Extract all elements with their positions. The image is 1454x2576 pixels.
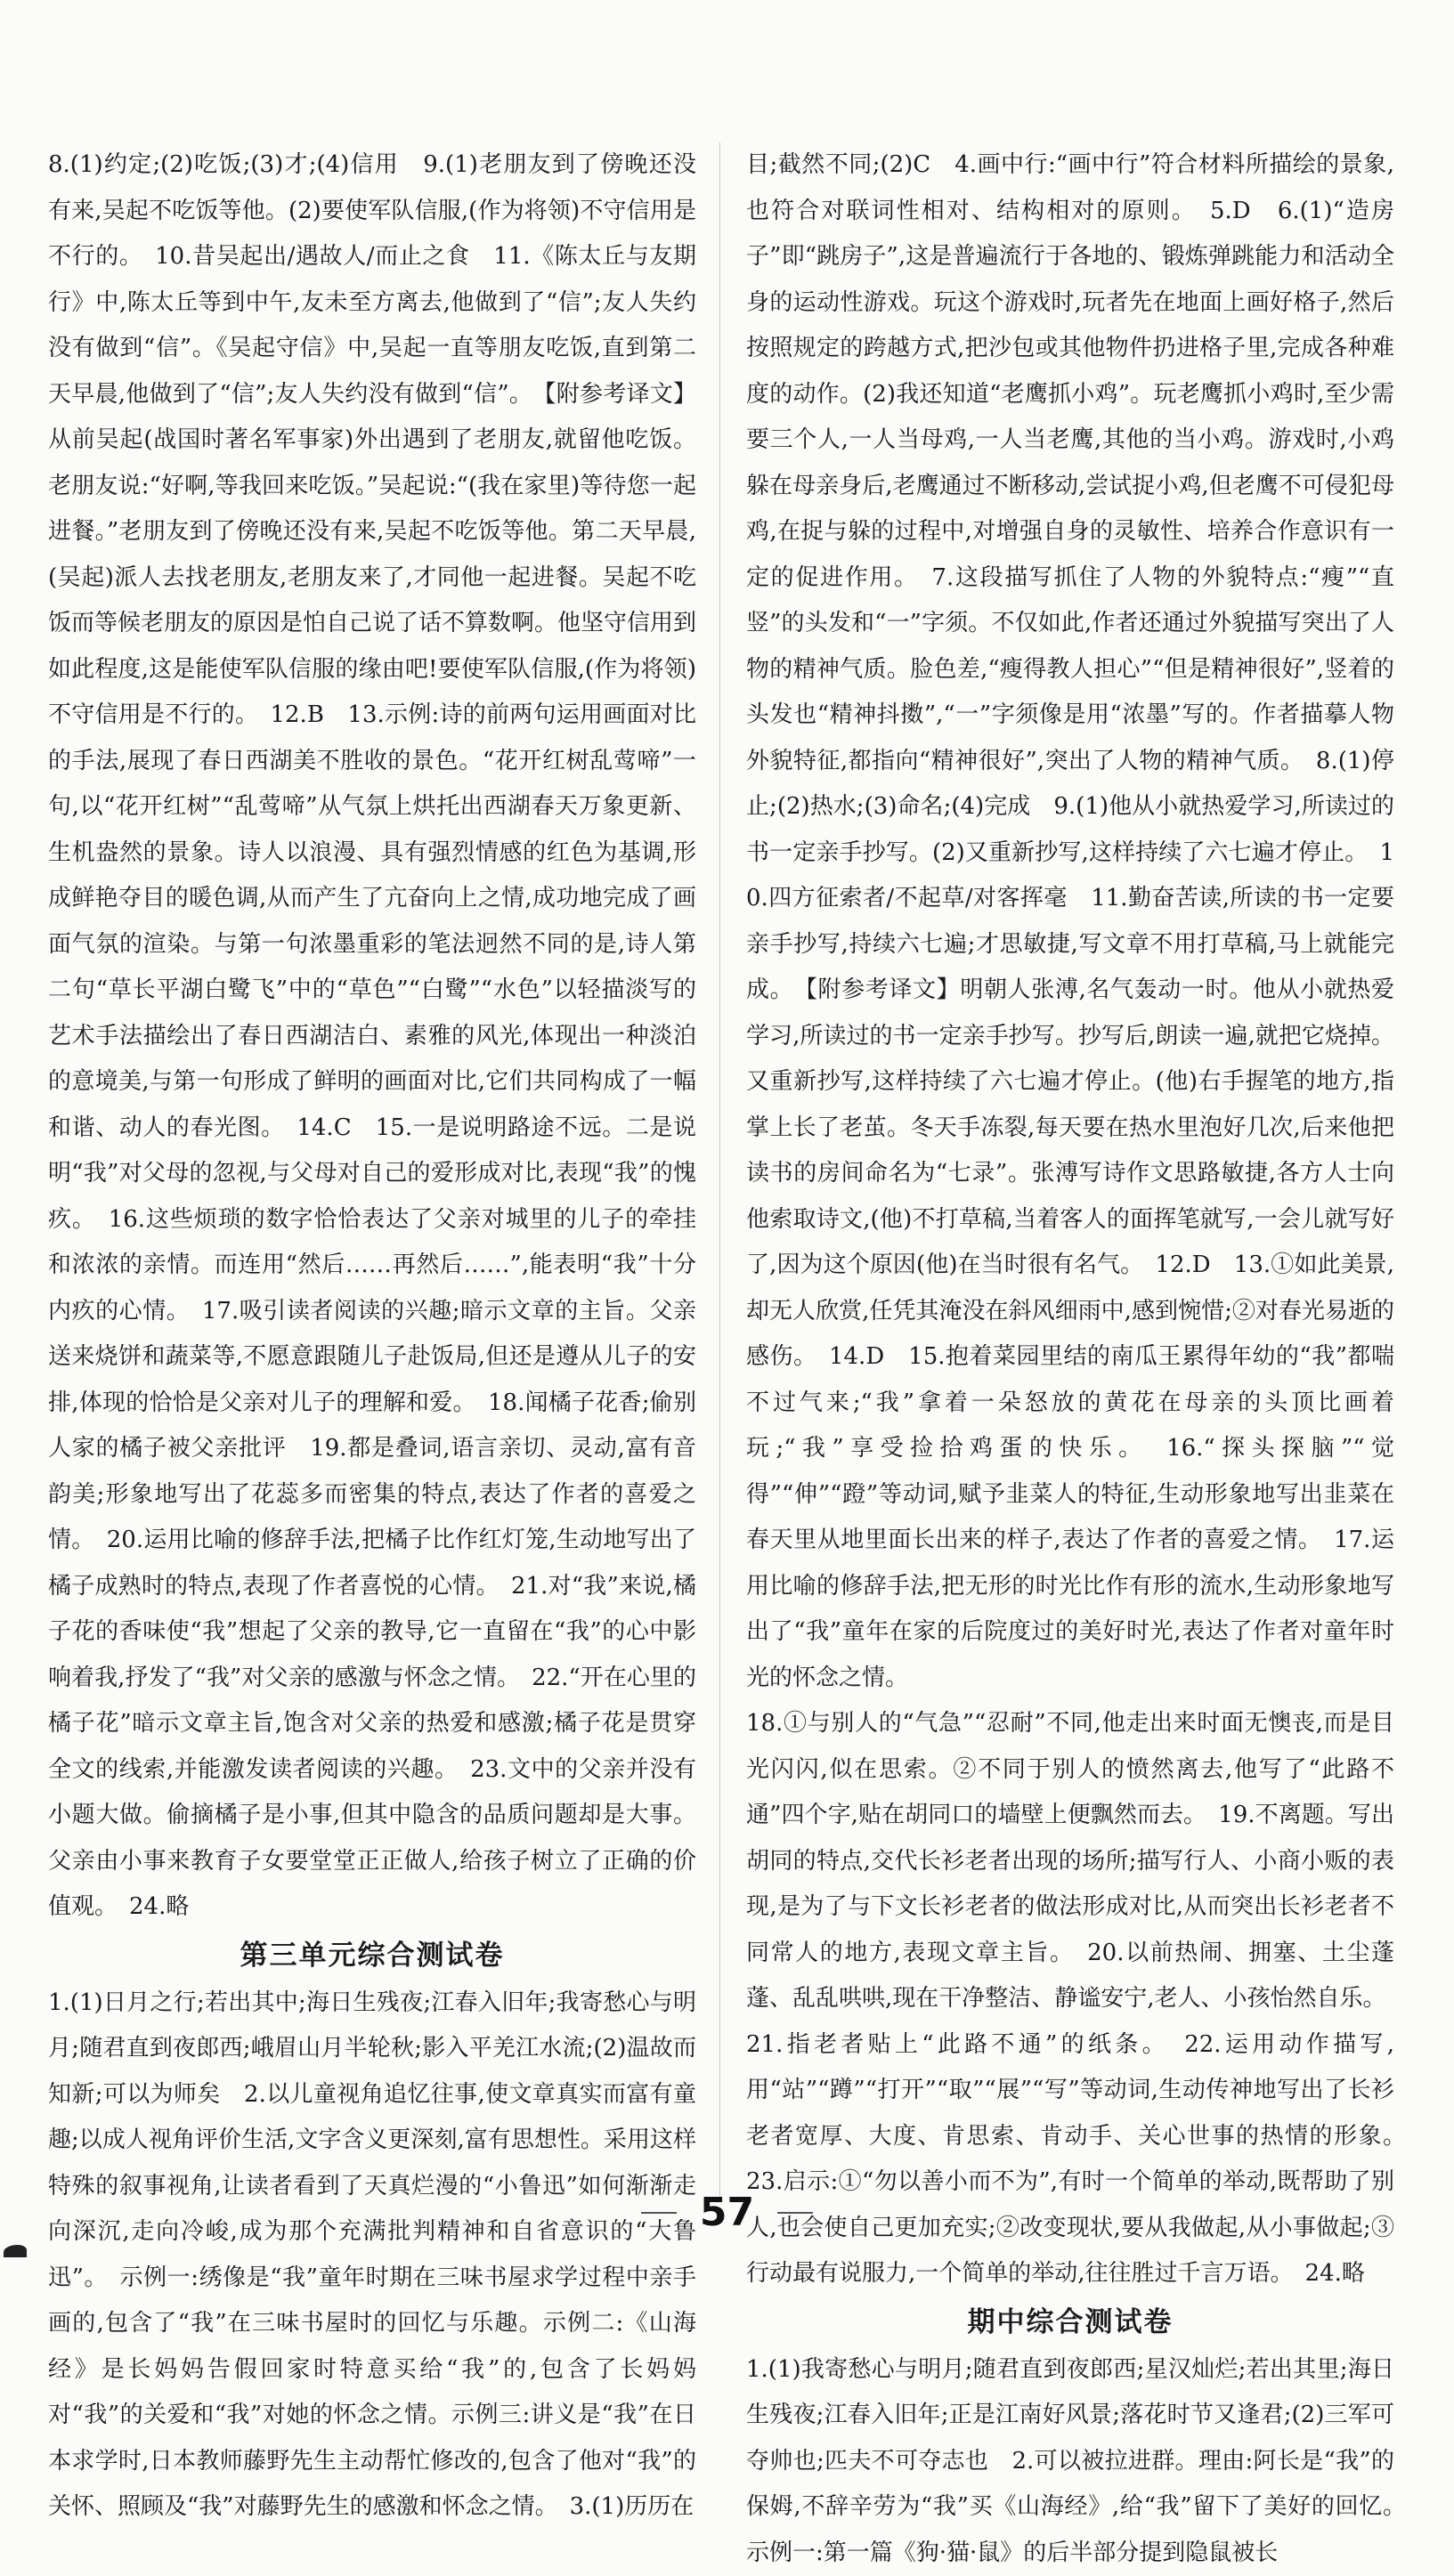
column-divider [719, 142, 720, 2199]
footer-dash-right [777, 2212, 813, 2214]
section-heading: 第三单元综合测试卷 [48, 1931, 696, 1981]
answer-paragraph: 目;截然不同;(2)C 4.画中行:“画中行”符合材料所描绘的景象,也符合对联词性相对、结构相对的原则。 5.D 6.(1)“造房子”即“跳房子”,这是普遍流行于各地的、锻炼弹跳能力和活动全身的运动性游戏。玩这个游戏时,玩者先在地面上画好格子,然后按照规定的跨越方式,把沙包或其他物件扔进格子里,完成各种难度的动作。(2)我还知道“老鹰抓小鸡”。玩老鹰抓小鸡时,至少需要三个人,一人当母鸡,一人当老鹰,其他的当小鸡。游戏时,小鸡躲在母亲身后,老鹰通过不断移动,尝试捉小鸡,但老鹰不可侵犯母鸡,在捉与躲的过程中,对增强自身的灵敏性、培养合作意识有一定的促进作用。 7.这段描写抓住了人物的外貌特点:“瘦”“直竖”的头发和“一”字须。不仅如此,作者还通过外貌描写突出了人物的精神气质。脸色差,“瘦得教人担心”“但是精神很好”,竖着的头发也“精神抖擞”,“一”字须像是用“浓墨”写的。作者描摹人物外貌特征,都指向“精神很好”,突出了人物的精神气质。 8.(1)停止;(2)热水;(3)命名;(4)完成 9.(1)他从小就热爱学习,所读过的书一定亲手抄写。(2)又重新抄写,这样持续了六七遍才停止。 10.四方征索者/不起草/对客挥毫 11.勤奋苦读,所读的书一定要亲手抄写,持续六七遍;才思敏捷,写文章不用打草稿,马上就能完成。 【附参考译文】明朝人张溥,名气轰动一时。他从小就热爱学习,所读过的书一定亲手抄写。抄写后,朗读一遍,就把它烧掉。又重新抄写,这样持续了六七遍才停止。(他)右手握笔的地方,指掌上长了老茧。冬天手冻裂,每天要在热水里泡好几次,后来他把读书的房间命名为“七录”。张溥写诗作文思路敏捷,各方人士向他索取诗文,(他)不打草稿,当着客人的面挥笔就写,一会儿就写好了,因为这个原因(他)在当时很有名气。 12.D 13.①如此美景,却无人欣赏,任凭其淹没在斜风细雨中,感到惋惜;②对春光易逝的感伤。 14.D 15.抱着菜园里结的南瓜王累得年幼的“我”都喘不过气来;“我”拿着一朵怒放的黄花在母亲的头顶比画着玩;“我”享受捡拾鸡蛋的快乐。 16.“探头探脑”“觉得”“伸”“蹬”等动词,赋予韭菜人的特征,生动形象地写出韭菜在春天里从地里面长出来的样子,表达了作者的喜爱之情。 17.运用比喻的修辞手法,把无形的时光比作有形的流水,生动形象地写出了“我”童年在家的后院度过的美好时光,表达了作者对童年时光的怀念之情。 [746, 142, 1394, 1701]
answer-paragraph: 18.①与别人的“气急”“忍耐”不同,他走出来时面无懊丧,而是目光闪闪,似在思索。②不同于别人的愤然离去,他写了“此路不通”四个字,贴在胡同口的墙壁上便飘然而去。 19.不离题。写出胡同的特点,交代长衫老者出现的场所;描写行人、小商小贩的表现,是为了与下文长衫老者的做法形成对比,从而突出长衫老者不同常人的地方,表现文章主旨。 20.以前热闹、拥塞、土尘蓬蓬、乱乱哄哄,现在干净整洁、静谧安宁,老人、小孩怡然自乐。 [746, 1701, 1394, 2022]
page-footer [0, 2190, 1454, 2235]
answer-paragraph: 1.(1)我寄愁心与明月;随君直到夜郎西;星汉灿烂;若出其里;海日生残夜;江春入旧年;正是江南好风景;落花时节又逢君;(2)三军可夺帅也;匹夫不可夺志也 2.可以被拉进群。理由:阿长是“我”的保姆,不辞辛劳为“我”买《山海经》,给“我”留下了美好的回忆。 示例一:第一篇《狗·猫·鼠》的后半部分提到隐鼠被长 [746, 2347, 1394, 2576]
answer-paragraph: 8.(1)约定;(2)吃饭;(3)才;(4)信用 9.(1)老朋友到了傍晚还没有来,吴起不吃饭等他。(2)要使军队信服,(作为将领)不守信用是不行的。 10.昔吴起出/遇故人/而止之食 11.《陈太丘与友期行》中,陈太丘等到中午,友未至方离去,他做到了“信”;友人失约没有做到“信”。《吴起守信》中,吴起一直等朋友吃饭,直到第二天早晨,他做到了“信”;友人失约没有做到“信”。 【附参考译文】从前吴起(战国时著名军事家)外出遇到了老朋友,就留他吃饭。老朋友说:“好啊,等我回来吃饭。”吴起说:“(我在家里)等待您一起进餐。”老朋友到了傍晚还没有来,吴起不吃饭等他。第二天早晨,(吴起)派人去找老朋友,老朋友来了,才同他一起进餐。吴起不吃饭而等候老朋友的原因是怕自己说了话不算数啊。他坚守信用到如此程度,这是能使军队信服的缘由吧!要使军队信服,(作为将领)不守信用是不行的。 12.B 13.示例:诗的前两句运用画面对比的手法,展现了春日西湖美不胜收的景色。“花开红树乱莺啼”一句,以“花开红树”“乱莺啼”从气氛上烘托出西湖春天万象更新、生机盎然的景象。诗人以浪漫、具有强烈情感的红色为基调,形成鲜艳夺目的暖色调,从而产生了亢奋向上之情,成功地完成了画面气氛的渲染。与第一句浓墨重彩的笔法迥然不同的是,诗人第二句“草长平湖白鹭飞”中的“草色”“白鹭”“水色”以轻描淡写的艺术手法描绘出了春日西湖洁白、素雅的风光,体现出一种淡泊的意境美,与第一句形成了鲜明的画面对比,它们共同构成了一幅和谐、动人的春光图。 14.C 15.一是说明路途不远。二是说明“我”对父母的忽视,与父母对自己的爱形成对比,表现“我”的愧疚。 16.这些烦琐的数字恰恰表达了父亲对城里的儿子的牵挂和浓浓的亲情。而连用“然后……再然后……”,能表明“我”十分内疚的心情。 17.吸引读者阅读的兴趣;暗示文章的主旨。父亲送来烧饼和蔬菜等,不愿意跟随儿子赴饭局,但还是遵从儿子的安排,体现的恰恰是父亲对儿子的理解和爱。 18.闻橘子花香;偷别人家的橘子被父亲批评 19.都是叠词,语言亲切、灵动,富有音韵美;形象地写出了花蕊多而密集的特点,表达了作者的喜爱之情。 20.运用比喻的修辞手法,把橘子比作红灯笼,生动地写出了橘子成熟时的特点,表现了作者喜悦的心情。 21.对“我”来说,橘子花的香味使“我”想起了父亲的教导,它一直留在“我”的心中影响着我,抒发了“我”对父亲的感激与怀念之情。 22.“开在心里的橘子花”暗示文章主旨,饱含对父亲的热爱和感激;橘子花是贯穿全文的线索,并能激发读者阅读的兴趣。 23.文中的父亲并没有小题大做。偷摘橘子是小事,但其中隐含的品质问题却是大事。父亲由小事来教育子女要堂堂正正做人,给孩子树立了正确的价值观。 24.略 [48, 142, 696, 1931]
answer-paragraph: 1.(1)日月之行;若出其中;海日生残夜;江春入旧年;我寄愁心与明月;随君直到夜郎西;峨眉山月半轮秋;影入平羌江水流;(2)温故而知新;可以为师矣 2.以儿童视角追忆往事,使文章真实而富有童趣;以成人视角评价生活,文字含义更深刻,富有思想性。采用这样特殊的叙事视角,让读者看到了天真烂漫的“小鲁迅”如何渐渐走向深沉,走向冷峻,成为那个充满批判精神和自省意识的“大鲁迅”。 示例一:绣像是“我”童年时期在三味书屋求学过程中亲手画的,包含了“我”在三味书屋时的回忆与乐趣。示例二:《山海经》是长妈妈告假回家时特意买给“我”的,包含了长妈妈对“我”的关爱和“我”对她的怀念之情。示例三:讲义是“我”在日本求学时,日本教师藤野先生主动帮忙修改的,包含了他对“我”的关怀、照顾及“我”对藤野先生的感激和怀念之情。 3.(1)历历在 [48, 1981, 696, 2531]
page-number: 57 [700, 2190, 754, 2235]
section-heading: 期中综合测试卷 [746, 2297, 1394, 2347]
corner-mark [4, 2245, 27, 2257]
left-column [48, 142, 696, 2531]
answer-paragraph: 21.指老者贴上“此路不通”的纸条。 22.运用动作描写,用“站”“蹲”“打开”“取”“展”“写”等动词,生动传神地写出了长衫老者宽厚、大度、肯思索、肯动手、关心世事的热情的形象。 23.启示:①“勿以善小而不为”,有时一个简单的举动,既帮助了别人,也会使自己更加充实;②改变现状,要从我做起,从小事做起;③行动最有说服力,一个简单的举动,往往胜过千言万语。 24.略 [746, 2022, 1394, 2297]
footer-dash-left [641, 2212, 677, 2214]
